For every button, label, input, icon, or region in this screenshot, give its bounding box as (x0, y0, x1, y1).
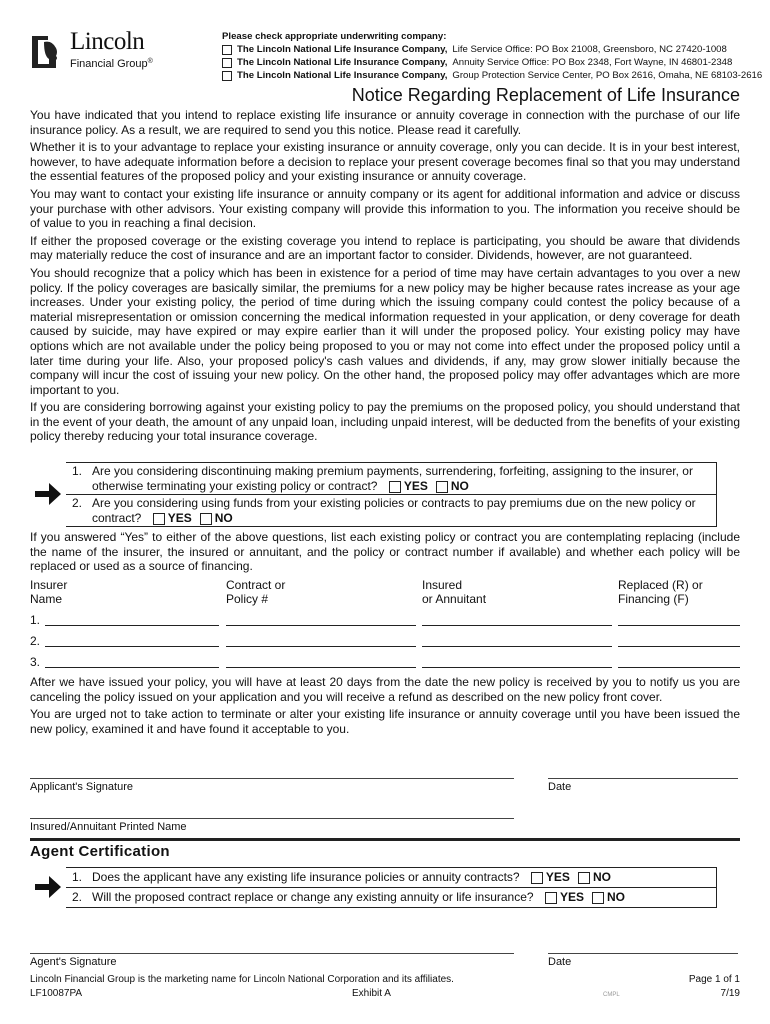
applicant-signature-label: Applicant's Signature (30, 781, 133, 793)
paragraph: Whether it is to your advantage to replace your existing insurance or annuity coverage, only you can decide. It is in your best interest, however, to have adequate information before a decision to replace your present coverage becomes final so that you may understand the essential features of the proposed policy and your existing insurance or annuity coverage. (30, 140, 740, 184)
replaced-field-2[interactable] (618, 646, 740, 647)
yes-label: YES (167, 511, 192, 525)
marketing-note: Lincoln Financial Group is the marketing name for Lincoln National Corporation and its affiliates. (30, 974, 454, 985)
cancel-notice: After we have issued your policy, you will have at least 20 days from the date the new policy is received by you to notify us you are canceling the policy issued on your application and you will receive a refund as described on the new policy front cover. (30, 675, 740, 704)
question-text: Does the applicant have any existing life insurance policies or annuity contracts? (92, 870, 520, 884)
printed-name-field[interactable] (30, 818, 514, 819)
yes-label: YES (545, 870, 570, 884)
underwriting-option (222, 69, 762, 82)
agent-signature-label: Agent's Signature (30, 956, 117, 968)
yes-label: YES (559, 890, 584, 904)
q1-yes-checkbox[interactable] (389, 481, 401, 493)
lincoln-profile-icon (30, 32, 62, 72)
agent-q1-no-checkbox[interactable] (578, 872, 590, 884)
agent-date-label: Date (548, 956, 572, 968)
paragraph: You should recognize that a policy which has been in existence for a period of time may have certain advantages to you over a new policy. If the policy coverages are basically similar, the premiums for a new policy may be higher because rates increase as your age increases. Under your existing policy, the period of time during which the issuing company could contest the policy because of a material misrepresentation or omission concerning the medical information requested in your application, or deny coverage for death caused by suicide, may have expired or may expire earlier than it will under the proposed policy. Your existing policy may have options which are not available under the policy being proposed to you or may not come into effect under the proposed policy until a later time during your life. Also, your proposed policy's cash values and dividends, if any, may grow slower initially because the company will incur the cost of issuing your new policy. On the other hand, the proposed policy may offer advantages which are more important to you. (30, 265, 740, 397)
agent-q2-yes-checkbox[interactable] (545, 892, 557, 904)
applicant-date-field[interactable] (548, 778, 738, 779)
insurer-field-3[interactable] (45, 667, 219, 668)
replaced-field-3[interactable] (618, 667, 740, 668)
arrow-right-icon (35, 876, 61, 898)
insurer-field-2[interactable] (45, 646, 219, 647)
question-text: Are you considering discontinuing making premium payments, surrendering, forfeiting, assigning to the insurer, or otherwise terminating your existing policy or contract? (92, 464, 693, 493)
underwriting-option (222, 56, 762, 69)
agent-questions (66, 867, 717, 908)
page-title: Notice Regarding Replacement of Life Insurance (351, 85, 740, 105)
form-number: LF10087PA (30, 988, 83, 999)
q1-no-checkbox[interactable] (436, 481, 448, 493)
underwriting-checkbox-1[interactable] (222, 45, 232, 55)
insurer-field-1[interactable] (45, 625, 219, 626)
row-number: 2. (30, 634, 41, 648)
question-row (66, 868, 716, 887)
insured-field-1[interactable] (422, 625, 612, 626)
applicant-date-label: Date (548, 781, 572, 793)
revision-date: 7/19 (720, 988, 740, 999)
table-header: Contract or Policy # (226, 578, 286, 606)
question-row (66, 494, 716, 526)
agent-signature-field[interactable] (30, 953, 514, 954)
company-address: Life Service Office: PO Box 21008, Greensboro, NC 27420-1008 (452, 44, 727, 55)
company-name: The Lincoln National Life Insurance Company, (237, 70, 448, 81)
question-row (66, 463, 716, 494)
underwriting-checkbox-2[interactable] (222, 58, 232, 68)
question-text: Will the proposed contract replace or change any existing annuity or life insurance? (92, 890, 534, 904)
applicant-signature-field[interactable] (30, 778, 514, 779)
question-number: 1. (72, 870, 83, 884)
row-number: 3. (30, 655, 41, 669)
q2-no-checkbox[interactable] (200, 513, 212, 525)
registered-mark: ® (147, 58, 153, 65)
no-label: NO (214, 511, 233, 525)
urged-notice: You are urged not to take action to terminate or alter your existing life insurance or annuity coverage until you have been issued the new policy, examined it and have found it acceptable to you. (30, 707, 740, 736)
agent-q2-no-checkbox[interactable] (592, 892, 604, 904)
compliance-code: CMPL (603, 992, 620, 998)
arrow-right-icon (35, 483, 61, 505)
table-header: Insured or Annuitant (422, 578, 487, 606)
company-address: Annuity Service Office: PO Box 2348, Fort Wayne, IN 46801-2348 (452, 57, 733, 68)
policy-field-3[interactable] (226, 667, 416, 668)
logo-sub: Financial Group (70, 58, 148, 70)
question-row (66, 887, 716, 907)
no-label: NO (606, 890, 625, 904)
company-address: Group Protection Service Center, PO Box 2616, Omaha, NE 68103-2616 (452, 70, 763, 81)
no-label: NO (592, 870, 611, 884)
agent-certification-heading: Agent Certification (30, 843, 170, 860)
section-divider (30, 838, 740, 841)
yes-label: YES (403, 479, 428, 493)
table-header: Insurer Name (30, 578, 68, 606)
paragraph: If either the proposed coverage or the existing coverage you intend to replace is participating, you should be aware that dividends may materially reduce the cost of insurance and are an important factor to consider. Dividends, however, are not guaranteed. (30, 233, 740, 263)
logo-name: Lincoln (70, 28, 145, 55)
page-number: Page 1 of 1 (688, 974, 740, 985)
notice-body (30, 108, 740, 447)
lincoln-logo (30, 30, 160, 75)
printed-name-label: Insured/Annuitant Printed Name (30, 821, 187, 833)
company-name: The Lincoln National Life Insurance Company, (237, 44, 448, 55)
company-name: The Lincoln National Life Insurance Company, (237, 57, 448, 68)
table-header: Replaced (R) or Financing (F) (618, 578, 703, 606)
question-number: 2. (72, 496, 83, 510)
question-text: Are you considering using funds from your existing policies or contracts to pay premiums due on the new policy or contract? (92, 496, 696, 525)
underwriting-section (222, 30, 762, 82)
replacement-questions (66, 462, 717, 527)
replaced-field-1[interactable] (618, 625, 740, 626)
paragraph: You have indicated that you intend to replace existing life insurance or annuity coverage in connection with the purchase of our life insurance policy. As a result, we are required to send you this notice. Please read it carefully. (30, 108, 740, 137)
question-number: 1. (72, 464, 83, 478)
insured-field-2[interactable] (422, 646, 612, 647)
no-label: NO (450, 479, 469, 493)
underwriting-checkbox-3[interactable] (222, 71, 232, 81)
row-number: 1. (30, 613, 41, 627)
agent-date-field[interactable] (548, 953, 738, 954)
q2-yes-checkbox[interactable] (153, 513, 165, 525)
policy-field-2[interactable] (226, 646, 416, 647)
underwriting-heading: Please check appropriate underwriting company: (222, 31, 447, 42)
question-number: 2. (72, 890, 83, 904)
if-yes-instructions: If you answered “Yes” to either of the above questions, list each existing policy or contract you are contemplating replacing (include the name of the insurer, the insured or annuitant, and the policy or contract number if available) and whether each policy will be replaced or used as a source of financing. (30, 530, 740, 574)
insured-field-3[interactable] (422, 667, 612, 668)
underwriting-option (222, 43, 762, 56)
policy-field-1[interactable] (226, 625, 416, 626)
paragraph: You may want to contact your existing life insurance or annuity company or its agent for additional information and advice or discuss your purchase with other advisors. Your existing company will provide this information to you. The information you receive should be of value to you in reaching a final decision. (30, 186, 740, 231)
paragraph: If you are considering borrowing against your existing policy to pay the premiums on the proposed policy, you should understand that in the event of your death, the amount of any unpaid loan, including unpaid interest, will be deducted from the benefits of your existing policy thereby reducing your total insurance coverage. (30, 400, 740, 444)
exhibit-label: Exhibit A (352, 988, 391, 999)
agent-q1-yes-checkbox[interactable] (531, 872, 543, 884)
